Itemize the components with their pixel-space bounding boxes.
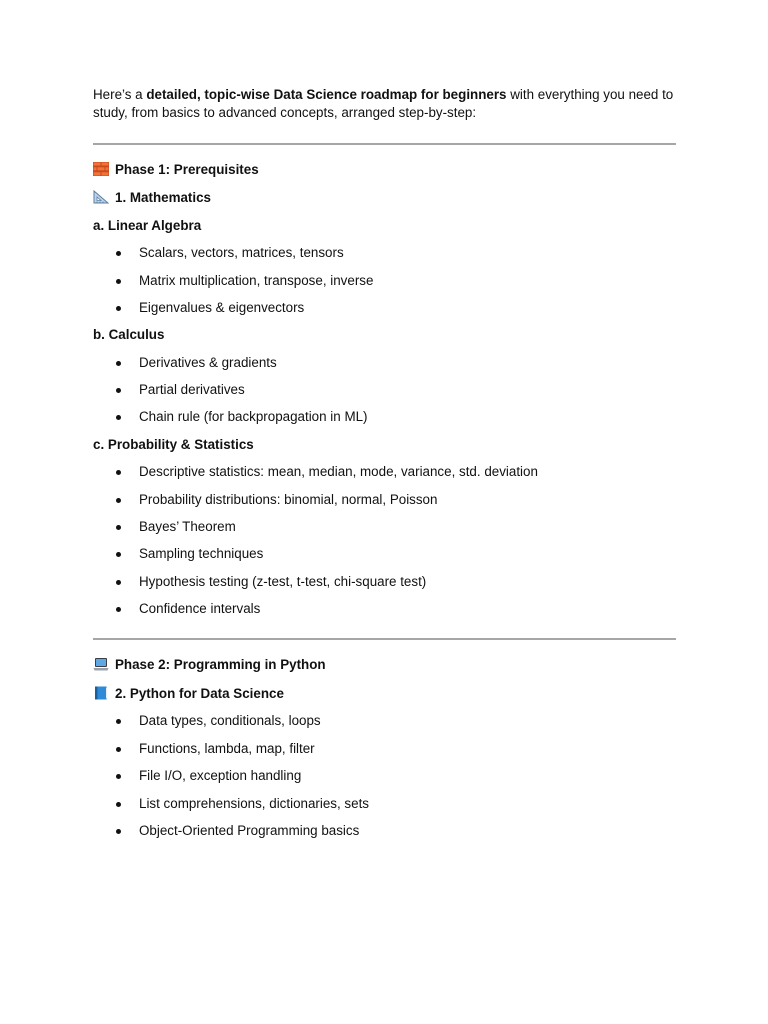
bullet-dot	[116, 279, 121, 284]
list-item-text: Sampling techniques	[139, 546, 264, 561]
triangular-ruler-icon	[93, 190, 109, 204]
intro-text-end: with everything you need to study, from basics to advanced concepts, arranged step-by-step:	[93, 87, 674, 120]
subsection-heading-linear-algebra: a. Linear Algebra	[93, 218, 202, 233]
bullet-dot	[116, 498, 121, 503]
section-title-mathematics: 1. Mathematics	[115, 190, 212, 205]
list-item-text: Data types, conditionals, loops	[139, 713, 321, 728]
horizontal-rule	[93, 143, 676, 145]
list-item-text: Hypothesis testing (z-test, t-test, chi-square test)	[139, 574, 427, 589]
bullet-dot	[116, 747, 121, 752]
bullet-dot	[116, 580, 121, 585]
list-item-text: Eigenvalues & eigenvectors	[139, 300, 305, 315]
bullet-dot	[116, 306, 121, 311]
intro-bold-text: detailed, topic-wise Data Science roadmap for beginners	[146, 87, 507, 102]
list-item-text: Descriptive statistics: mean, median, mode, variance, std. deviation	[139, 464, 538, 479]
bullet-dot	[116, 552, 121, 557]
bullet-dot	[116, 774, 121, 779]
phase2-heading	[93, 656, 326, 674]
phase1-heading	[93, 161, 259, 179]
subsection-heading-calculus: b. Calculus	[93, 327, 165, 342]
bullet-dot	[116, 829, 121, 834]
phase1-title: Phase 1: Prerequisites	[115, 162, 259, 177]
bullet-dot	[116, 470, 121, 475]
list-item-text: Partial derivatives	[139, 382, 245, 397]
intro-text-start: Here’s a	[93, 87, 147, 102]
bullet-dot	[116, 251, 121, 256]
laptop-icon	[93, 657, 109, 671]
subsection-heading-probability-statistics: c. Probability & Statistics	[93, 437, 254, 452]
list-item-text: Chain rule (for backpropagation in ML)	[139, 409, 368, 424]
list-item-text: Object-Oriented Programming basics	[139, 823, 360, 838]
section-title-python: 2. Python for Data Science	[115, 686, 284, 701]
bullet-dot	[116, 361, 121, 366]
list-item-text: Bayes’ Theorem	[139, 519, 236, 534]
bullet-dot	[116, 415, 121, 420]
list-item-text: Matrix multiplication, transpose, inverse	[139, 273, 374, 288]
list-item-text: File I/O, exception handling	[139, 768, 302, 783]
section-heading-python	[93, 685, 284, 703]
list-item-text: Derivatives & gradients	[139, 355, 277, 370]
bullet-dot	[116, 719, 121, 724]
brick-icon	[93, 162, 109, 176]
list-item-text: Probability distributions: binomial, normal, Poisson	[139, 492, 438, 507]
list-item-text: Confidence intervals	[139, 601, 261, 616]
bullet-dot	[116, 802, 121, 807]
phase2-title: Phase 2: Programming in Python	[115, 657, 326, 672]
bullet-dot	[116, 525, 121, 530]
list-item-text: List comprehensions, dictionaries, sets	[139, 796, 369, 811]
blue-book-icon	[93, 686, 109, 700]
list-item-text: Scalars, vectors, matrices, tensors	[139, 245, 344, 260]
section-heading-mathematics	[93, 189, 211, 207]
intro-paragraph	[93, 86, 676, 122]
list-item-text: Functions, lambda, map, filter	[139, 741, 315, 756]
horizontal-rule	[93, 638, 676, 640]
bullet-dot	[116, 388, 121, 393]
bullet-dot	[116, 607, 121, 612]
